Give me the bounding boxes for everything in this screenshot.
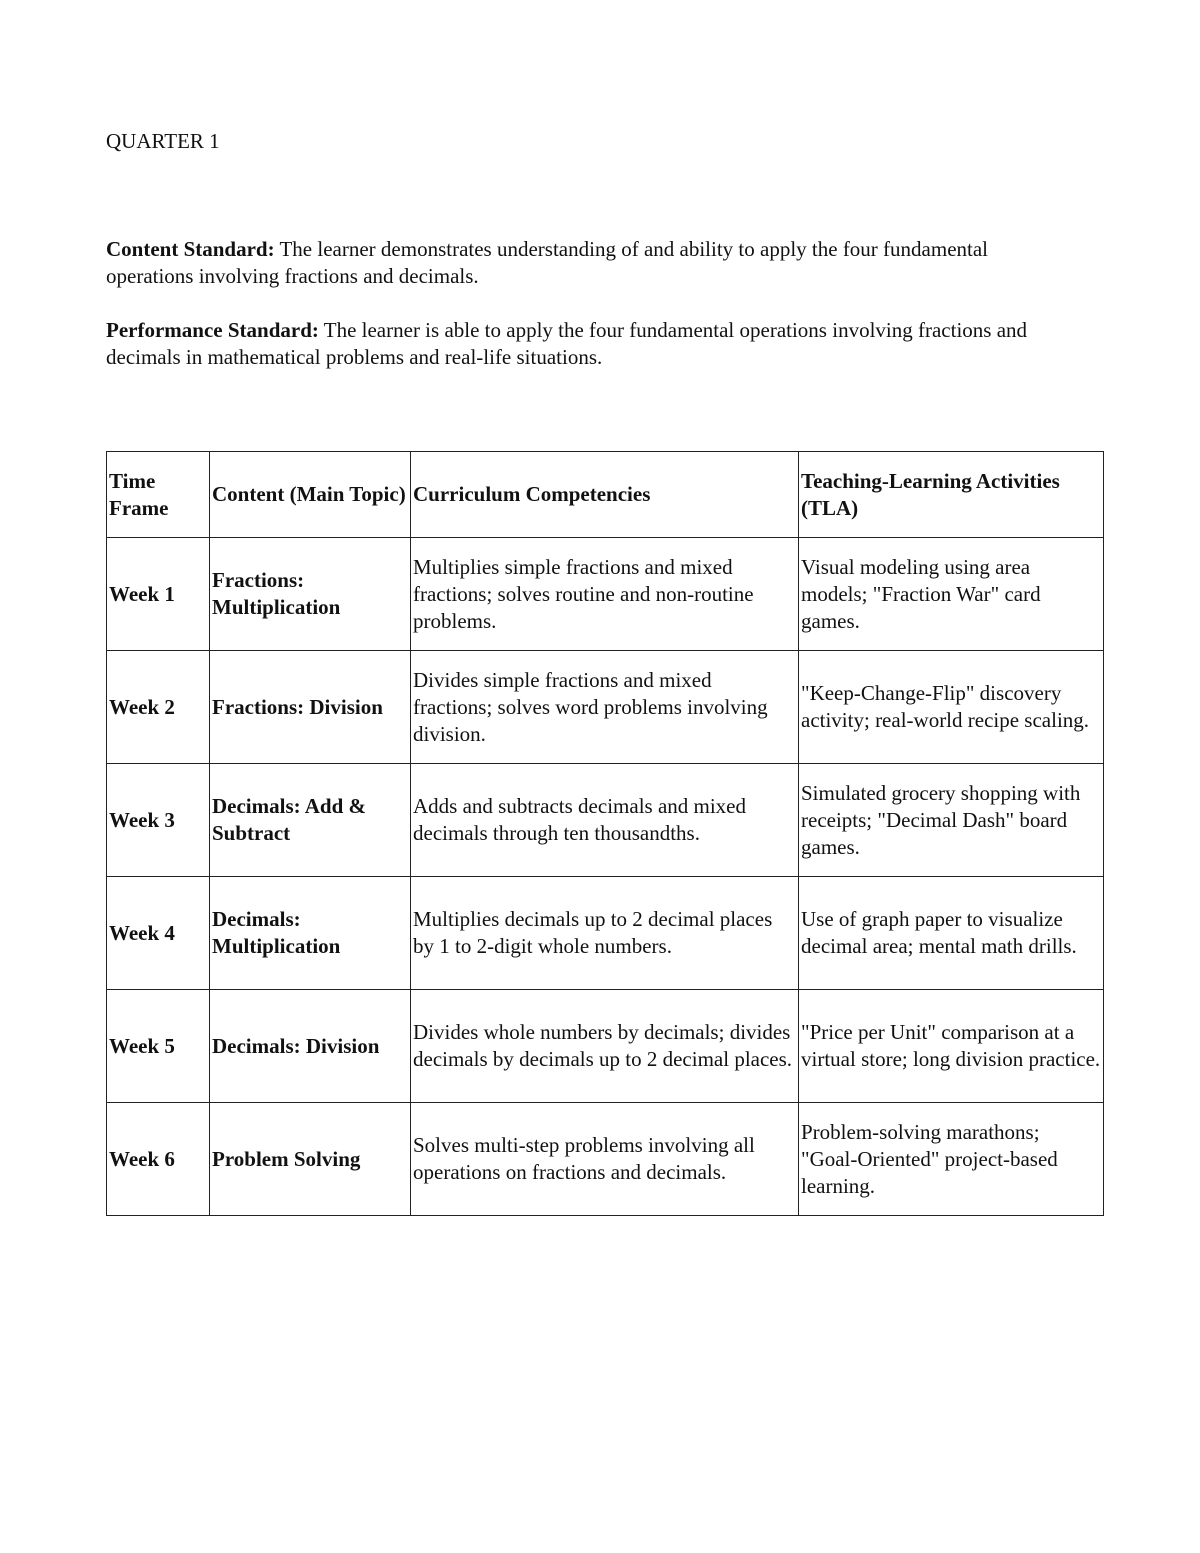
topic-cell: Decimals: Multiplication xyxy=(210,877,411,990)
performance-standard-label: Performance Standard: xyxy=(106,318,319,342)
tla-cell: Visual modeling using area models; "Fraction War" card games. xyxy=(799,538,1104,651)
table-row xyxy=(107,1103,1104,1216)
header-competencies: Curriculum Competencies xyxy=(411,452,799,538)
week-cell: Week 3 xyxy=(107,764,210,877)
table-row xyxy=(107,538,1104,651)
topic-cell: Fractions: Division xyxy=(210,651,411,764)
table-header-row xyxy=(107,452,1104,538)
tla-cell: Use of graph paper to visualize decimal area; mental math drills. xyxy=(799,877,1104,990)
tla-cell: "Keep-Change-Flip" discovery activity; real-world recipe scaling. xyxy=(799,651,1104,764)
week-cell: Week 4 xyxy=(107,877,210,990)
content-standard xyxy=(106,236,1066,290)
content-standard-text: The learner demonstrates understanding of and ability to apply the four fundamental operations involving fractions and decimals. xyxy=(106,237,989,288)
topic-cell: Fractions: Multiplication xyxy=(210,538,411,651)
tla-cell: Problem-solving marathons; "Goal-Oriented" project-based learning. xyxy=(799,1103,1104,1216)
week-cell: Week 5 xyxy=(107,990,210,1103)
lesson-plan-table xyxy=(106,451,1104,1216)
competency-cell: Solves multi-step problems involving all operations on fractions and decimals. xyxy=(411,1103,799,1216)
table-row xyxy=(107,651,1104,764)
quarter-title: QUARTER 1 xyxy=(106,129,220,153)
header-time-frame: Time Frame xyxy=(107,452,210,538)
table-row xyxy=(107,990,1104,1103)
table-row xyxy=(107,764,1104,877)
competency-cell: Divides whole numbers by decimals; divides decimals by decimals up to 2 decimal places. xyxy=(411,990,799,1103)
tla-cell: Simulated grocery shopping with receipts; "Decimal Dash" board games. xyxy=(799,764,1104,877)
header-tla: Teaching-Learning Activities (TLA) xyxy=(799,452,1104,538)
header-content: Content (Main Topic) xyxy=(210,452,411,538)
week-cell: Week 6 xyxy=(107,1103,210,1216)
week-cell: Week 2 xyxy=(107,651,210,764)
competency-cell: Multiplies simple fractions and mixed fractions; solves routine and non-routine problems. xyxy=(411,538,799,651)
topic-cell: Decimals: Division xyxy=(210,990,411,1103)
tla-cell: "Price per Unit" comparison at a virtual store; long division practice. xyxy=(799,990,1104,1103)
competency-cell: Divides simple fractions and mixed fractions; solves word problems involving division. xyxy=(411,651,799,764)
performance-standard-text: The learner is able to apply the four fundamental operations involving fractions and decimals in mathematical problems and real-life situations. xyxy=(106,318,1028,369)
performance-standard xyxy=(106,317,1066,371)
topic-cell: Problem Solving xyxy=(210,1103,411,1216)
week-cell: Week 1 xyxy=(107,538,210,651)
content-standard-label: Content Standard: xyxy=(106,237,275,261)
competency-cell: Adds and subtracts decimals and mixed decimals through ten thousandths. xyxy=(411,764,799,877)
table-row xyxy=(107,877,1104,990)
topic-cell: Decimals: Add & Subtract xyxy=(210,764,411,877)
competency-cell: Multiplies decimals up to 2 decimal places by 1 to 2-digit whole numbers. xyxy=(411,877,799,990)
